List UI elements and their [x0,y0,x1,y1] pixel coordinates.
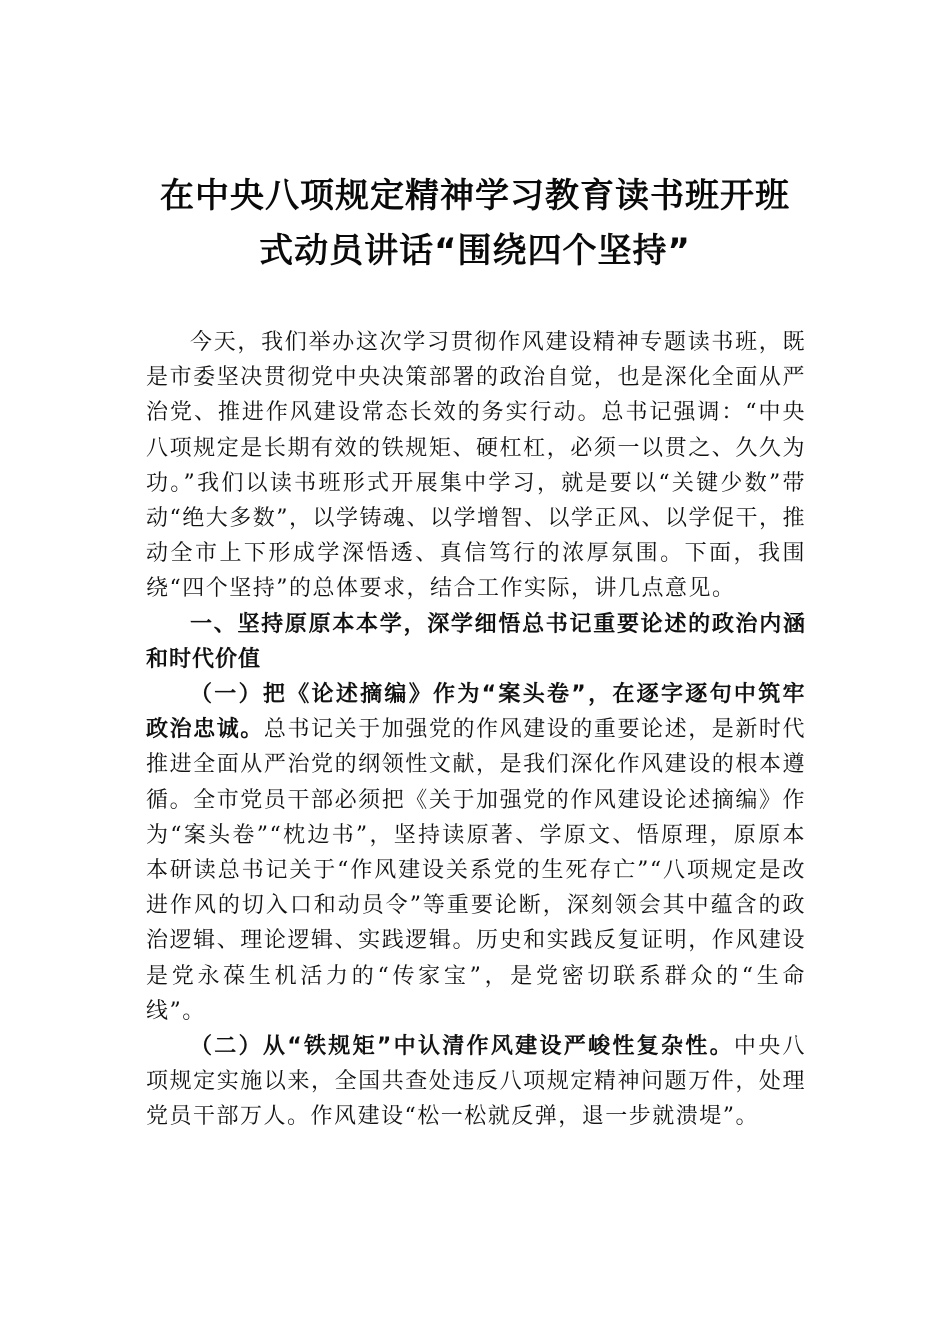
document-title-line-2: 式动员讲话“围绕四个坚持” [259,231,691,271]
intro-paragraph: 今天，我们举办这次学习贯彻作风建设精神专题读书班，既是市委坚决贯彻党中央决策部署的政治自觉，也是深化全面从严治党、推进作风建设常态长效的务实行动。总书记强调：“中央八项规定是长期有效的铁规矩、硬杠杠，必须一以贯之、久久为功。”我们以读书班形式开展集中学习，就是要以“关键少数”带动“绝大多数”，以学铸魂、以学增智、以学正风、以学促干，推动全市上下形成学深悟透、真信笃行的浓厚氛围。下面，我围绕“四个坚持”的总体要求，结合工作实际，讲几点意见。 [146,330,806,602]
subsection-2-body: 中央八项规定实施以来，全国共查处违反八项规定精神问题万件，处理党员干部万人。作风建设“松一松就反弹，退一步就溃堤”。 [146,1034,806,1130]
document-title-line-1: 在中央八项规定精神学习教育读书班开班 [160,176,790,216]
subsection-1-title: （一）把《论述摘编》作为“案头卷”，在逐字逐句中筑牢政治忠诚。 [146,682,806,743]
subsection-1-body: 总书记关于加强党的作风建设的重要论述，是新时代推进全面从严治党的纲领性文献，是我们深化作风建设的根本遵循。全市党员干部必须把《关于加强党的作风建设论述摘编》作为“案头卷”“枕边书”，坚持读原著、学原文、悟原理，原原本本研读总书记关于“作风建设关系党的生死存亡”“八项规定是改进作风的切入口和动员令”等重要论断，深刻领会其中蕴含的政治逻辑、理论逻辑、实践逻辑。历史和实践反复证明，作风建设是党永葆生机活力的“传家宝”，是党密切联系群众的“生命线”。 [146,717,806,1024]
document-body [146,325,806,1135]
section-heading-1: 一、坚持原原本本学，深学细悟总书记重要论述的政治内涵和时代价值 [146,611,806,672]
subsection-1-paragraph [146,677,806,1029]
subsection-2-paragraph [146,1029,806,1135]
subsection-2-title: （二）从“铁规矩”中认清作风建设严峻性复杂性。 [190,1034,734,1060]
